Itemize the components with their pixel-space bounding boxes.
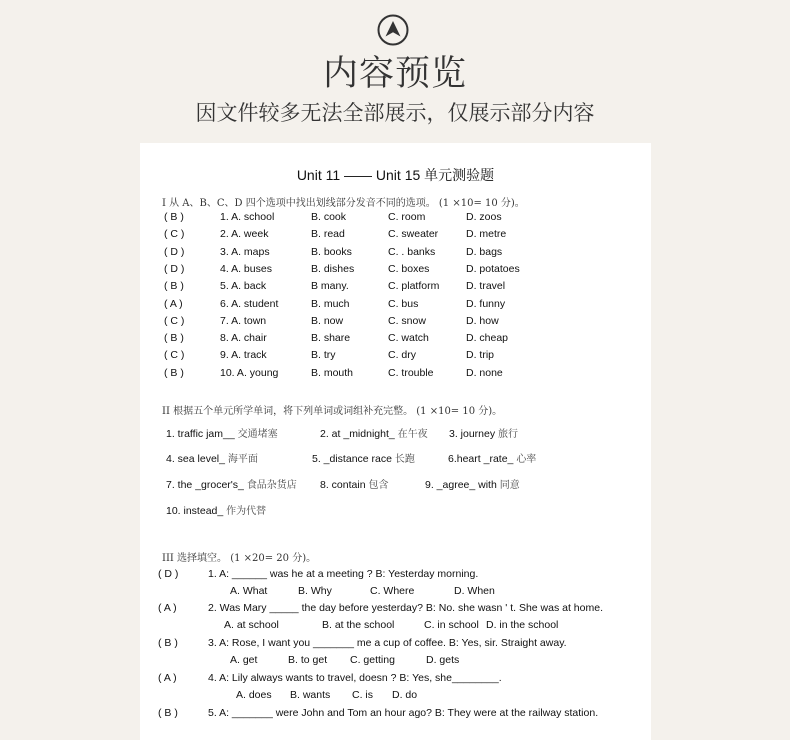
document-title: Unit 11 —— Unit 15 单元测验题	[296, 167, 495, 183]
vocab-item	[166, 476, 297, 491]
vocab-item	[320, 425, 428, 440]
mc-option: A. What	[230, 585, 268, 597]
mc-answer: ( B )	[158, 637, 178, 649]
option-a: 4. A. buses	[220, 262, 272, 275]
option-b: B. dishes	[311, 262, 355, 275]
option-c: C. platform	[388, 280, 440, 293]
option-c: C. room	[388, 211, 426, 223]
mc-option: B. to get	[288, 654, 328, 666]
page-title: 内容预览	[322, 54, 467, 94]
option-d: D. metre	[466, 228, 507, 241]
option-c: C. boxes	[388, 262, 430, 275]
mc-answer: ( A )	[158, 672, 177, 684]
mc-question: 2. Was Mary _____ the day before yesterday? B: No. she wasn ' t. She was at home.	[208, 602, 603, 614]
option-d: D. travel	[466, 280, 506, 293]
option-b: B. try	[311, 349, 336, 362]
option-d: D. how	[466, 314, 499, 327]
mc-option: B. Why	[298, 585, 332, 597]
mc-answer: ( D )	[158, 568, 179, 580]
vocab-chinese: 海平面	[227, 454, 258, 465]
option-d: D. bags	[466, 245, 503, 258]
vocab-english: 8. contain	[320, 479, 366, 491]
option-a: 10. A. young	[220, 366, 279, 379]
vocab-item	[166, 502, 266, 517]
mc-answer: ( B )	[158, 707, 178, 719]
option-c: C. sweater	[388, 228, 439, 241]
document-preview	[140, 143, 651, 740]
vocab-english: 9. _agree_ with	[425, 479, 497, 491]
vocab-chinese: 长跑	[394, 454, 415, 465]
option-c: C. watch	[388, 332, 429, 345]
option-b: B. books	[311, 245, 352, 258]
option-a: 5. A. back	[220, 280, 267, 293]
option-a: 8. A. chair	[220, 332, 267, 345]
option-d: D. trip	[466, 349, 495, 362]
option-a: 3. A. maps	[220, 245, 270, 258]
vocab-english: 6.heart _rate_	[448, 453, 514, 465]
section-2-heading: II 根据五个单元所学单词，将下列单词或词组补充完整。 (1 ×10= 10 分)。	[162, 406, 503, 417]
answer-cell: ( B )	[164, 280, 184, 293]
option-d: D. funny	[466, 297, 506, 310]
vocab-item	[312, 450, 415, 465]
vocab-english: 3. journey	[449, 428, 496, 440]
vocab-english: 2. at _midnight_	[320, 428, 395, 440]
mc-option: D. in the school	[486, 619, 559, 631]
answer-cell: ( C )	[164, 314, 185, 327]
vocab-item	[166, 425, 278, 440]
mc-option: D. When	[454, 585, 495, 597]
option-a: 7. A. town	[220, 314, 267, 327]
option-a: 9. A. track	[220, 349, 267, 362]
vocab-chinese: 旅行	[498, 429, 519, 440]
option-c: C. trouble	[388, 366, 434, 379]
chevron-up-circle-icon[interactable]	[377, 14, 409, 46]
mc-option: D. do	[392, 689, 418, 701]
mc-option: C. is	[352, 689, 373, 701]
mc-option: A. get	[230, 654, 258, 666]
vocab-chinese: 在午夜	[397, 429, 428, 440]
option-c: C. bus	[388, 297, 419, 310]
option-d: D. potatoes	[466, 262, 520, 275]
mc-question: 5. A: _______ were John and Tom an hour ago? B: They were at the railway station.	[208, 707, 599, 719]
mc-option: D. gets	[426, 654, 460, 666]
option-a: 1. A. school	[220, 211, 275, 223]
option-d: D. none	[466, 366, 503, 379]
mc-question: 1. A: ______ was he at a meeting ? B: Yesterday morning.	[208, 568, 479, 580]
option-a: 2. A. week	[220, 228, 269, 241]
page-subtitle: 因文件较多无法全部展示，仅展示部分内容	[195, 101, 595, 125]
vocab-chinese: 食品杂货店	[246, 480, 297, 491]
answer-cell: ( A )	[164, 297, 183, 310]
vocab-english: 5. _distance race	[312, 453, 392, 465]
answer-cell: ( B )	[164, 366, 184, 379]
option-c: C. dry	[388, 349, 417, 362]
mc-option: B. at the school	[322, 619, 395, 631]
vocab-chinese: 交通堵塞	[237, 429, 278, 440]
option-b: B. much	[311, 297, 350, 310]
option-c: C. snow	[388, 314, 426, 327]
vocab-item	[449, 425, 518, 440]
mc-option: A. at school	[224, 619, 279, 631]
vocab-item	[448, 450, 536, 465]
vocab-english: 1. traffic jam__	[166, 428, 235, 440]
option-b: B. cook	[311, 211, 347, 223]
option-c: C. . banks	[388, 245, 436, 258]
vocab-english: 7. the _grocer's_	[166, 479, 244, 491]
vocab-chinese: 心率	[516, 454, 537, 465]
mc-question: 3. A: Rose, I want you _______ me a cup of coffee. B: Yes, sir. Straight away.	[208, 637, 567, 649]
section-1-heading: I 从 A、B、C、D 四个选项中找出划线部分发音不同的选项。 (1 ×10= 10 分)。	[162, 198, 525, 209]
mc-option: C. in school	[424, 619, 479, 631]
vocab-english: 10. instead_	[166, 505, 224, 517]
mc-answer: ( A )	[158, 602, 177, 614]
answer-cell: ( C )	[164, 228, 185, 241]
option-d: D. zoos	[466, 211, 502, 223]
answer-cell: ( B )	[164, 211, 184, 223]
answer-cell: ( C )	[164, 349, 185, 362]
answer-cell: ( B )	[164, 332, 184, 345]
option-a: 6. A. student	[220, 297, 279, 310]
vocab-item	[425, 476, 520, 491]
answer-cell: ( D )	[164, 245, 185, 258]
vocab-item	[166, 450, 258, 465]
option-b: B many.	[311, 280, 349, 293]
mc-option: A. does	[236, 689, 272, 701]
vocab-chinese: 同意	[499, 480, 520, 491]
option-b: B. share	[311, 332, 351, 345]
vocab-chinese: 包含	[368, 480, 389, 491]
mc-option: C. getting	[350, 654, 395, 666]
mc-option: B. wants	[290, 689, 331, 701]
vocab-chinese: 作为代替	[226, 506, 267, 517]
option-b: B. now	[311, 314, 344, 327]
section-3-heading: III 选择填空。 (1 ×20= 20 分)。	[162, 553, 317, 564]
option-b: B. read	[311, 228, 345, 241]
answer-cell: ( D )	[164, 262, 185, 275]
vocab-item	[320, 476, 388, 491]
mc-option: C. Where	[370, 585, 415, 597]
vocab-english: 4. sea level_	[166, 453, 225, 465]
option-b: B. mouth	[311, 366, 354, 379]
option-d: D. cheap	[466, 332, 509, 345]
mc-question: 4. A: Lily always wants to travel, doesn ? B: Yes, she________.	[208, 672, 502, 684]
